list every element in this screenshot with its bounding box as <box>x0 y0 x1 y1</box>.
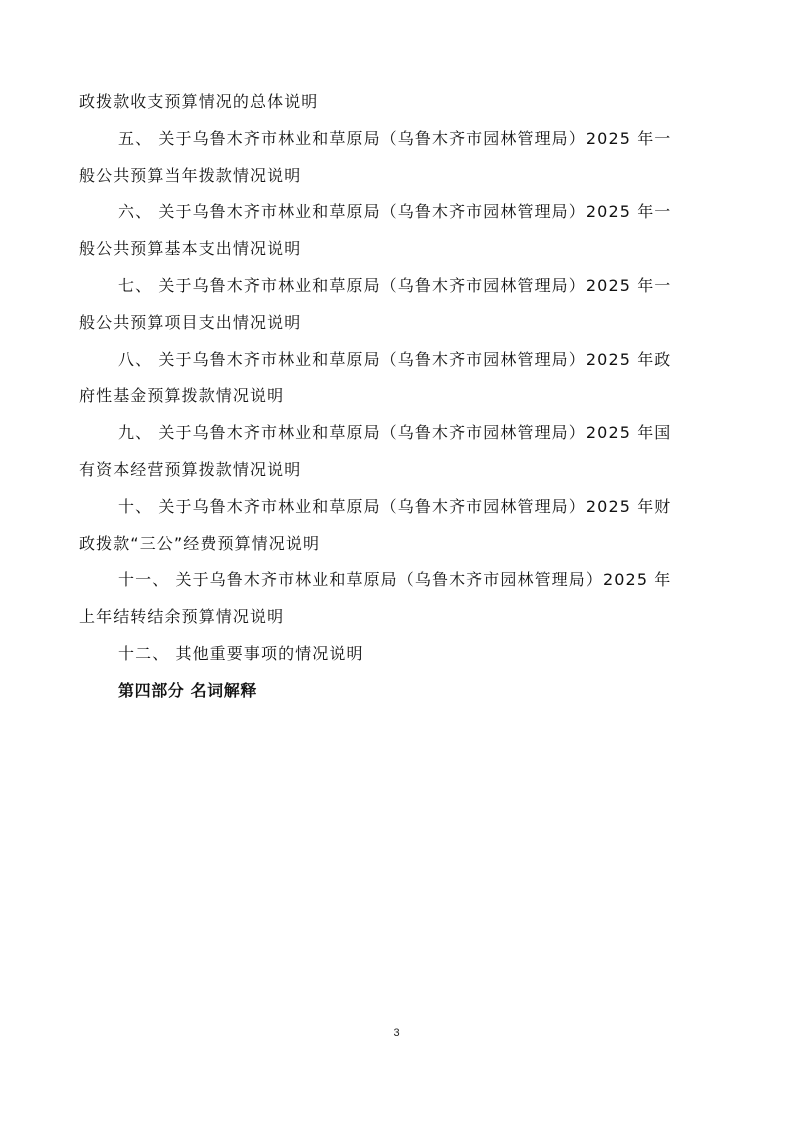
text-line: 般公共预算基本支出情况说明 <box>79 239 302 259</box>
text-line: 八、 关于乌鲁木齐市林业和草原局（乌鲁木齐市园林管理局）2025 年政 <box>118 349 672 369</box>
text-line: 上年结转结余预算情况说明 <box>79 607 285 627</box>
text-line: 般公共预算当年拨款情况说明 <box>79 165 302 185</box>
text-line: 十一、 关于乌鲁木齐市林业和草原局（乌鲁木齐市园林管理局）2025 年 <box>118 570 672 590</box>
text-line: 府性基金预算拨款情况说明 <box>79 386 285 406</box>
text-line: 七、 关于乌鲁木齐市林业和草原局（乌鲁木齐市园林管理局）2025 年一 <box>118 275 672 295</box>
document-body <box>79 84 709 710</box>
text-line: 政拨款“三公”经费预算情况说明 <box>79 533 321 553</box>
text-line: 般公共预算项目支出情况说明 <box>79 312 302 332</box>
text-line: 五、 关于乌鲁木齐市林业和草原局（乌鲁木齐市园林管理局）2025 年一 <box>118 128 672 148</box>
text-line: 有资本经营预算拨款情况说明 <box>79 459 302 479</box>
text-line: 十二、 其他重要事项的情况说明 <box>118 643 364 663</box>
section-heading: 第四部分 名词解释 <box>118 680 257 700</box>
text-line: 六、 关于乌鲁木齐市林业和草原局（乌鲁木齐市园林管理局）2025 年一 <box>118 202 672 222</box>
page-number: 3 <box>393 1027 400 1039</box>
text-line: 十、 关于乌鲁木齐市林业和草原局（乌鲁木齐市园林管理局）2025 年财 <box>118 496 672 516</box>
text-line: 九、 关于乌鲁木齐市林业和草原局（乌鲁木齐市园林管理局）2025 年国 <box>118 423 672 443</box>
text-line: 政拨款收支预算情况的总体说明 <box>79 92 319 111</box>
